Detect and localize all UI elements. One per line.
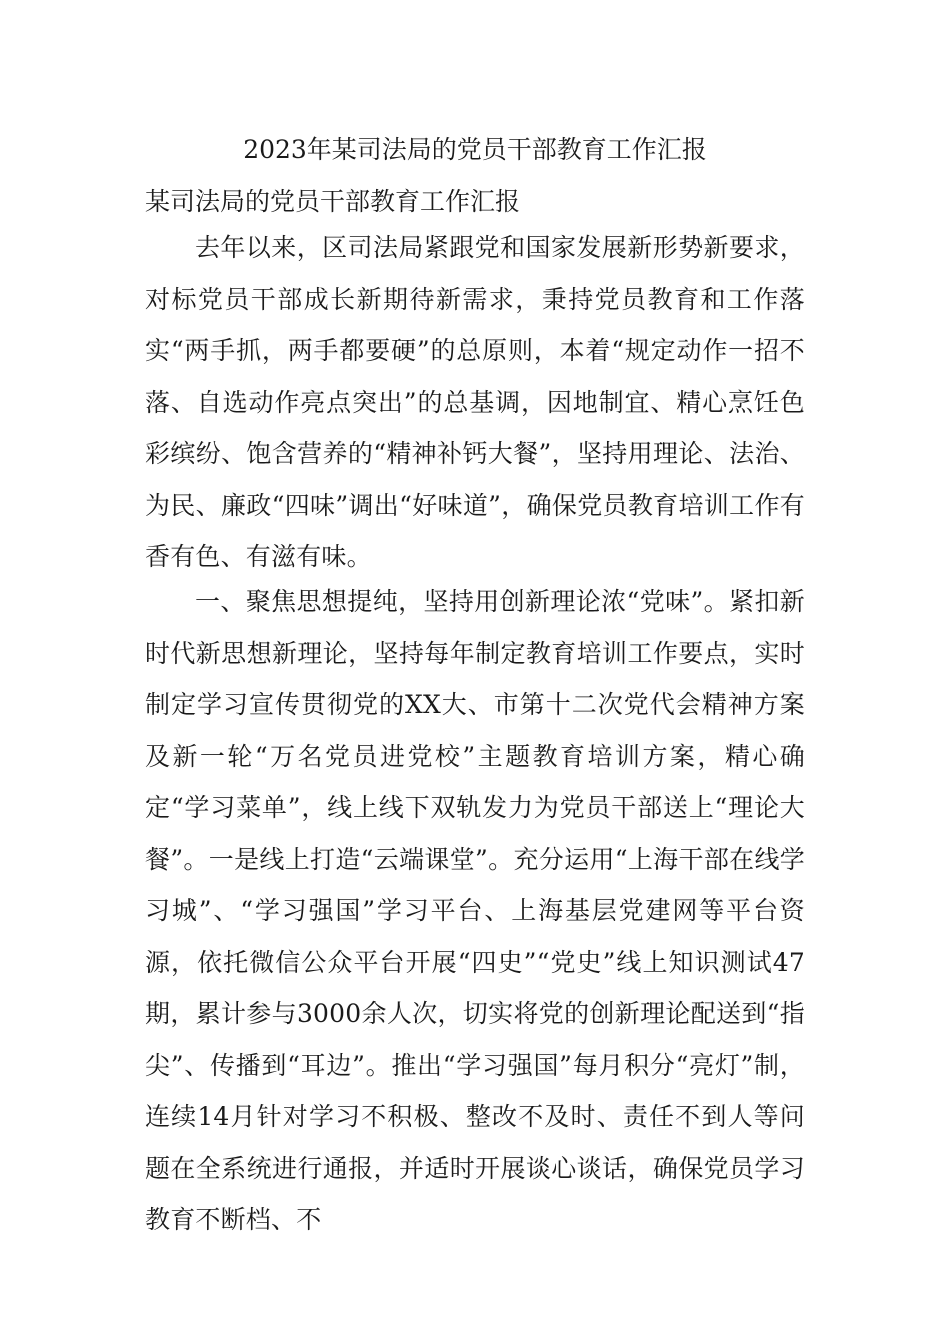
paragraph-intro: 去年以来，区司法局紧跟党和国家发展新形势新要求，对标党员干部成长新期待新需求，秉持党员教育和工作落实“两手抓，两手都要硬”的总原则，本着“规定动作一招不落、自选动作亮点突出”的总基调，因地制宜、精心烹饪色彩缤纷、饱含营养的“精神补钙大餐”，坚持用理论、法治、为民、廉政“四味”调出“好味道”，确保党员教育培训工作有香有色、有滋有味。 bbox=[145, 233, 805, 571]
document-title: 2023年某司法局的党员干部教育工作汇报 bbox=[243, 135, 707, 164]
paragraph-section-one: 一、聚焦思想提纯，坚持用创新理论浓“党味”。紧扣新时代新思想新理论，坚持每年制定教育培训工作要点，实时制定学习宣传贯彻党的XX大、市第十二次党代会精神方案及新一轮“万名党员进党校”主题教育培训方案，精心确定“学习菜单”，线上线下双轨发力为党员干部送上“理论大餐”。一是线上打造“云端课堂”。充分运用“上海干部在线学习城”、“学习强国”学习平台、上海基层党建网等平台资源，依托微信公众平台开展“四史”“党史”线上知识测试47期，累计参与3000余人次，切实将党的创新理论配送到“指尖”、传播到“耳边”。推出“学习强国”每月积分“亮灯”制，连续14月针对学习不积极、整改不及时、责任不到人等问题在全系统进行通报，并适时开展谈心谈话，确保党员学习教育不断档、不 bbox=[145, 587, 805, 1234]
document-subtitle: 某司法局的党员干部教育工作汇报 bbox=[145, 187, 521, 216]
